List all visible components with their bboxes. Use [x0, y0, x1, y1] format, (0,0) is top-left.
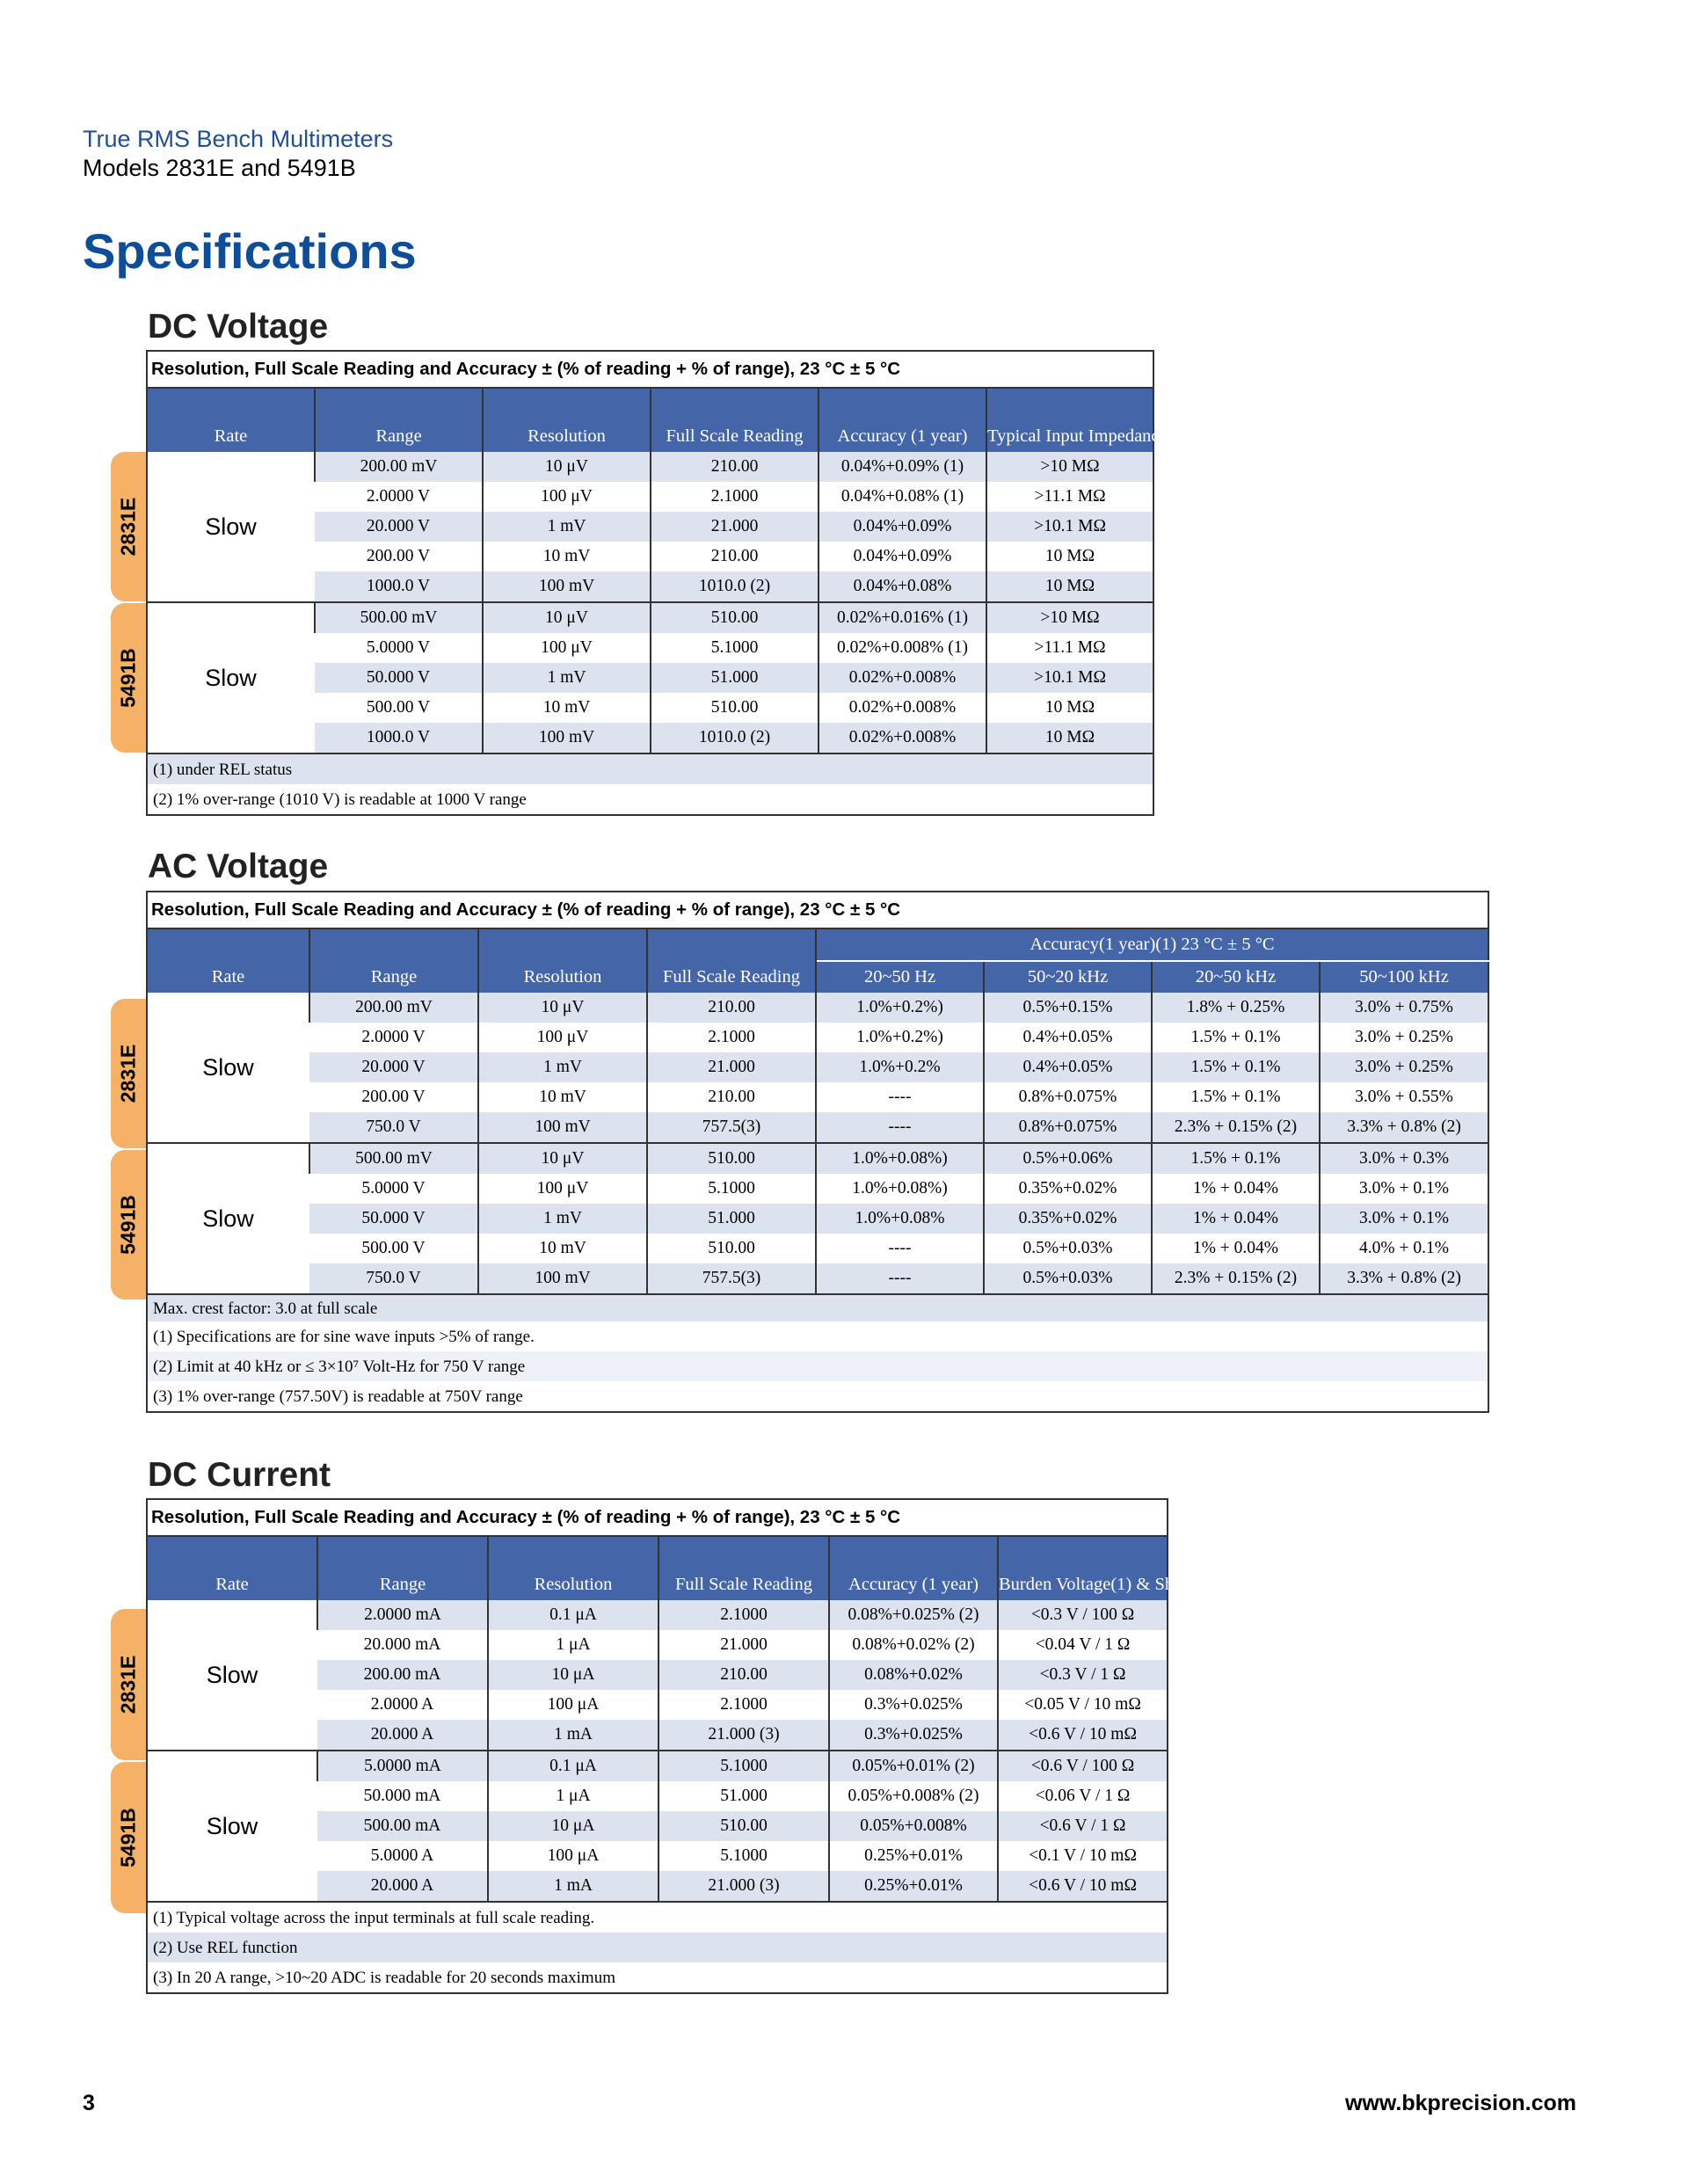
table-cell: 0.1 μA [488, 1751, 658, 1781]
table-cell: 0.35%+0.02% [984, 1204, 1152, 1234]
table-cell: 1% + 0.04% [1152, 1204, 1320, 1234]
table-cell: 1 μA [488, 1781, 658, 1811]
table-cell: 0.25%+0.01% [829, 1841, 998, 1871]
table-cell: >10.1 MΩ [986, 663, 1153, 693]
table-cell: 5.0000 mA [317, 1751, 488, 1781]
table-cell: 3.0% + 0.1% [1320, 1174, 1488, 1204]
rate-cell: Slow [147, 452, 315, 602]
table-cell: 200.00 V [366, 547, 431, 566]
table-cell: 10 MΩ [986, 723, 1153, 753]
table-cell: >10 MΩ [986, 602, 1153, 633]
table-row [147, 1600, 1168, 1630]
table-cell: 0.05%+0.008% [829, 1811, 998, 1841]
column-header: Resolution [488, 1536, 658, 1600]
table-cell: 100 μV [478, 1174, 647, 1204]
table-cell: 757.5(3) [647, 1112, 816, 1143]
table-cell: 3.0% + 0.55% [1320, 1082, 1488, 1112]
table-cell: <0.3 V / 100 Ω [998, 1600, 1168, 1630]
column-header: Full Scale Reading [658, 1536, 829, 1600]
table-cell: 51.000 [658, 1781, 829, 1811]
table-cell: <0.1 V / 10 mΩ [998, 1841, 1168, 1871]
table-cell: 50.000 V [315, 663, 483, 693]
table-cell: 1.8% + 0.25% [1152, 993, 1320, 1023]
table-cell: 0.02%+0.016% (1) [819, 602, 986, 633]
table-cell: 210.00 [658, 1660, 829, 1690]
table-cell: 10 mV [483, 693, 651, 723]
table-caption: Resolution, Full Scale Reading and Accuracy ± (% of reading + % of range), 23 °C ± 5 °C [147, 1499, 1168, 1536]
table-cell: 10 μV [483, 452, 651, 482]
dc-current-table [146, 1498, 1261, 1994]
table-cell: 2.0000 V [361, 1028, 426, 1047]
column-header: 50~20 kHz [984, 961, 1152, 993]
table-cell: 10 μV [483, 602, 651, 633]
table-cell: 10 μV [478, 1143, 647, 1174]
rate-cell: Slow [147, 602, 315, 753]
table-cell: 0.04%+0.09% (1) [819, 452, 986, 482]
table-cell: 100 μV [478, 1023, 647, 1052]
table-cell: 10 MΩ [986, 693, 1153, 723]
table-cell: 0.8%+0.075% [984, 1112, 1152, 1143]
table-cell: 0.5%+0.15% [984, 993, 1152, 1023]
table-row [147, 993, 1488, 1023]
column-header: Typical Input Impedance [986, 388, 1153, 452]
table-cell: 510.00 [651, 693, 819, 723]
table-cell: 0.08%+0.025% (2) [829, 1600, 998, 1630]
footnote: (2) Use REL function [147, 1933, 1168, 1962]
table-cell: 100 μA [488, 1690, 658, 1720]
table-cell: <0.6 V / 10 mΩ [998, 1871, 1168, 1902]
table-cell: 1.0%+0.2%) [816, 993, 984, 1023]
table-cell: >11.1 MΩ [986, 482, 1153, 512]
page-number: 3 [83, 2091, 95, 2115]
footnote: (2) Limit at 40 kHz or ≤ 3×10⁷ Volt-Hz for 750 V range [147, 1351, 1488, 1381]
table-cell: 1.0%+0.2% [816, 1052, 984, 1082]
rate-cell: Slow [147, 993, 309, 1143]
table-cell: 1000.0 V [315, 723, 483, 753]
table-cell: 10 mV [478, 1234, 647, 1263]
table-cell: 1 mV [478, 1052, 647, 1082]
table-cell: 5.0000 A [370, 1846, 434, 1866]
table-cell: 500.00 mV [315, 602, 483, 633]
table-cell: 100 μV [483, 633, 651, 663]
table-row [147, 1143, 1488, 1174]
table-cell: 1 mV [483, 512, 651, 542]
table-cell: 210.00 [651, 452, 819, 482]
table-cell: 2.0000 mA [317, 1600, 488, 1630]
rate-cell: Slow [147, 1751, 317, 1902]
table-cell: 2.1000 [651, 482, 819, 512]
table-cell: 20.000 V [315, 512, 483, 542]
table-cell: 21.000 [658, 1630, 829, 1660]
table-cell: 0.35%+0.02% [984, 1174, 1152, 1204]
column-header: Full Scale Reading [651, 388, 819, 452]
column-header: Range [317, 1536, 488, 1600]
table-cell: 0.04%+0.09% [819, 512, 986, 542]
table-cell: 1010.0 (2) [651, 571, 819, 602]
table-cell: 1 μA [488, 1630, 658, 1660]
table-cell: ---- [816, 1263, 984, 1294]
table-row [147, 602, 1153, 633]
table-cell: 0.5%+0.03% [984, 1263, 1152, 1294]
table-row [147, 1263, 1488, 1294]
table-cell: 0.3%+0.025% [829, 1720, 998, 1751]
table-cell: 100 mV [483, 723, 651, 753]
table-cell: 0.5%+0.03% [984, 1234, 1152, 1263]
column-header: Range [309, 928, 478, 993]
table-cell: 0.08%+0.02% [829, 1660, 998, 1690]
table-cell: 0.04%+0.08% [819, 571, 986, 602]
rate-cell: Slow [147, 1143, 309, 1294]
table-cell: 20.000 A [317, 1720, 488, 1751]
table-cell: 5.1000 [651, 633, 819, 663]
column-header: Resolution [483, 388, 651, 452]
table-row [147, 1052, 1488, 1082]
column-header: Rate [147, 928, 309, 993]
table-cell: <0.04 V / 1 Ω [998, 1630, 1168, 1660]
table-cell: 4.0% + 0.1% [1320, 1234, 1488, 1263]
table-cell: 1 mV [478, 1204, 647, 1234]
ac-voltage-heading: AC Voltage [148, 848, 329, 885]
table-cell: 3.0% + 0.25% [1320, 1052, 1488, 1082]
table-cell: 210.00 [647, 1082, 816, 1112]
table-cell: 10 μA [488, 1811, 658, 1841]
table-cell: 1 mA [488, 1720, 658, 1751]
table-cell: 200.00 V [361, 1088, 426, 1107]
table-cell: 20.000 V [309, 1052, 478, 1082]
table-cell: 10 MΩ [986, 542, 1153, 571]
table-cell: 500.00 mA [317, 1811, 488, 1841]
table-cell: 1 mA [488, 1871, 658, 1902]
column-header: Burden Voltage(1) & Shunt Resistor [998, 1536, 1168, 1600]
table-cell: ---- [816, 1112, 984, 1143]
table-caption: Resolution, Full Scale Reading and Accuracy ± (% of reading + % of range), 23 °C ± 5 °C [147, 351, 1153, 388]
table-cell: 0.4%+0.05% [984, 1023, 1152, 1052]
table-cell: 0.04%+0.08% (1) [819, 482, 986, 512]
table-cell: 2.3% + 0.15% (2) [1152, 1263, 1320, 1294]
table-cell: 0.08%+0.02% (2) [829, 1630, 998, 1660]
table-cell: 0.05%+0.01% (2) [829, 1751, 998, 1781]
table-cell: 0.8%+0.075% [984, 1082, 1152, 1112]
table-cell: 5.1000 [658, 1841, 829, 1871]
table-cell: 10 mV [483, 542, 651, 571]
model-tab-2831e: 2831E [111, 452, 146, 601]
dc-current-heading: DC Current [148, 1456, 331, 1494]
table-cell: 10 MΩ [986, 571, 1153, 602]
table-cell: >11.1 MΩ [986, 633, 1153, 663]
table-cell: 1.0%+0.08% [816, 1204, 984, 1234]
table-cell: 21.000 (3) [658, 1720, 829, 1751]
table-caption: Resolution, Full Scale Reading and Accuracy ± (% of reading + % of range), 23 °C ± 5 °C [147, 892, 1488, 928]
model-tab-2831e: 2831E [111, 1609, 146, 1760]
accuracy-header: Accuracy(1 year)(1) 23 °C ± 5 °C [816, 928, 1488, 961]
table-cell: 1000.0 V [315, 571, 483, 602]
table-cell: 210.00 [647, 993, 816, 1023]
table-cell: 50.000 mA [363, 1787, 441, 1806]
table-cell: 1 mV [483, 663, 651, 693]
table-cell: 750.0 V [309, 1263, 478, 1294]
column-header: Accuracy (1 year) [829, 1536, 998, 1600]
table-cell: 2.1000 [658, 1600, 829, 1630]
table-cell: 3.3% + 0.8% (2) [1320, 1263, 1488, 1294]
table-cell: 2.1000 [647, 1023, 816, 1052]
header-series: True RMS Bench Multimeters [83, 126, 394, 152]
table-cell: 3.3% + 0.8% (2) [1320, 1112, 1488, 1143]
table-cell: 1.0%+0.08%) [816, 1174, 984, 1204]
table-cell: <0.6 V / 1 Ω [998, 1811, 1168, 1841]
table-cell: 757.5(3) [647, 1263, 816, 1294]
table-cell: 3.0% + 0.1% [1320, 1204, 1488, 1234]
table-cell: 0.5%+0.06% [984, 1143, 1152, 1174]
column-header: Accuracy (1 year) [819, 388, 986, 452]
table-row [147, 1112, 1488, 1143]
model-tab-2831e: 2831E [111, 999, 146, 1148]
table-cell: 0.05%+0.008% (2) [829, 1781, 998, 1811]
table-cell: 10 mV [478, 1082, 647, 1112]
table-cell: 100 mV [483, 571, 651, 602]
table-cell: 1% + 0.04% [1152, 1174, 1320, 1204]
table-row [147, 1174, 1488, 1204]
page-title: Specifications [83, 223, 417, 279]
table-cell: 200.00 mV [309, 993, 478, 1023]
table-cell: 100 μV [483, 482, 651, 512]
table-cell: <0.6 V / 10 mΩ [998, 1720, 1168, 1751]
table-cell: <0.05 V / 10 mΩ [998, 1690, 1168, 1720]
table-cell: 500.00 mV [309, 1143, 478, 1174]
table-cell: 2.1000 [658, 1690, 829, 1720]
column-header: Rate [147, 388, 315, 452]
table-row [147, 1751, 1168, 1781]
table-cell: 100 mV [478, 1263, 647, 1294]
table-cell: >10.1 MΩ [986, 512, 1153, 542]
table-cell: 21.000 [651, 512, 819, 542]
table-cell: 2.3% + 0.15% (2) [1152, 1112, 1320, 1143]
table-cell: 100 mV [478, 1112, 647, 1143]
table-cell: 20.000 mA [363, 1635, 441, 1655]
table-cell: 1.5% + 0.1% [1152, 1143, 1320, 1174]
table-cell: <0.06 V / 1 Ω [998, 1781, 1168, 1811]
footnote: Max. crest factor: 3.0 at full scale [147, 1294, 1488, 1321]
table-row [147, 1204, 1488, 1234]
column-header: Resolution [478, 928, 647, 993]
table-cell: 3.0% + 0.75% [1320, 993, 1488, 1023]
table-cell: 3.0% + 0.25% [1320, 1023, 1488, 1052]
rate-cell: Slow [147, 1600, 317, 1751]
table-cell: 50.000 V [309, 1204, 478, 1234]
table-cell: 510.00 [647, 1234, 816, 1263]
column-header: Full Scale Reading [647, 928, 816, 993]
table-cell: 0.02%+0.008% [819, 693, 986, 723]
table-cell: ---- [816, 1082, 984, 1112]
dc-voltage-table [146, 350, 1168, 816]
table-cell: <0.6 V / 100 Ω [998, 1751, 1168, 1781]
model-tab-5491b: 5491B [111, 1762, 146, 1913]
footnote: (1) Typical voltage across the input terminals at full scale reading. [147, 1902, 1168, 1933]
table-cell: 10 μV [478, 993, 647, 1023]
table-cell: 2.0000 A [370, 1695, 434, 1714]
column-header: Range [315, 388, 483, 452]
table-cell: >10 MΩ [986, 452, 1153, 482]
table-cell: 500.00 V [361, 1239, 426, 1258]
table-cell: ---- [816, 1234, 984, 1263]
table-cell: 750.0 V [309, 1112, 478, 1143]
column-header: 20~50 Hz [816, 961, 984, 993]
table-cell: 510.00 [647, 1143, 816, 1174]
table-cell: 510.00 [651, 602, 819, 633]
table-cell: 0.02%+0.008% [819, 663, 986, 693]
footer-url[interactable]: www.bkprecision.com [1344, 2091, 1576, 2115]
table-cell: 200.00 mA [317, 1660, 488, 1690]
table-cell: 5.0000 V [361, 1179, 426, 1198]
table-cell: 5.1000 [658, 1751, 829, 1781]
table-cell: 3.0% + 0.3% [1320, 1143, 1488, 1174]
column-header: Rate [147, 1536, 317, 1600]
table-cell: 0.25%+0.01% [829, 1871, 998, 1902]
table-cell: 0.02%+0.008% (1) [819, 633, 986, 663]
table-cell: 51.000 [651, 663, 819, 693]
table-cell: 0.1 μA [488, 1600, 658, 1630]
table-cell: 20.000 A [317, 1871, 488, 1902]
table-cell: 500.00 V [366, 698, 431, 717]
dc-voltage-heading: DC Voltage [148, 308, 329, 346]
table-cell: 200.00 mV [315, 452, 483, 482]
table-row [147, 1023, 1488, 1052]
model-tab-5491b: 5491B [111, 1150, 146, 1299]
ac-voltage-table [146, 891, 1489, 1413]
table-row [147, 1082, 1488, 1112]
table-cell: 1.5% + 0.1% [1152, 1082, 1320, 1112]
table-cell: 5.1000 [647, 1174, 816, 1204]
table-cell: 1.5% + 0.1% [1152, 1023, 1320, 1052]
table-cell: 5.0000 V [366, 638, 431, 658]
column-header: 50~100 kHz [1320, 961, 1488, 993]
table-cell: 10 μA [488, 1660, 658, 1690]
column-header: 20~50 kHz [1152, 961, 1320, 993]
table-cell: 1.0%+0.2%) [816, 1023, 984, 1052]
table-cell: 2.0000 V [366, 487, 431, 506]
footnote: (3) In 20 A range, >10~20 ADC is readable for 20 seconds maximum [153, 1968, 615, 1987]
table-row [147, 1234, 1488, 1263]
table-cell: 1010.0 (2) [651, 723, 819, 753]
table-cell: 21.000 (3) [658, 1871, 829, 1902]
table-cell: 510.00 [658, 1811, 829, 1841]
footnote: (3) 1% over-range (757.50V) is readable at 750V range [153, 1387, 523, 1406]
table-cell: 51.000 [647, 1204, 816, 1234]
footnote: (1) Specifications are for sine wave inputs >5% of range. [153, 1327, 535, 1346]
footnote: (1) under REL status [147, 753, 1153, 784]
table-cell: 1.5% + 0.1% [1152, 1052, 1320, 1082]
table-cell: 21.000 [647, 1052, 816, 1082]
table-cell: 100 μA [488, 1841, 658, 1871]
header-models: Models 2831E and 5491B [83, 155, 356, 181]
footnote: (2) 1% over-range (1010 V) is readable at 1000 V range [153, 790, 527, 809]
model-tab-5491b: 5491B [111, 603, 146, 753]
table-cell: <0.3 V / 1 Ω [998, 1660, 1168, 1690]
table-cell: 1% + 0.04% [1152, 1234, 1320, 1263]
table-cell: 0.3%+0.025% [829, 1690, 998, 1720]
table-cell: 1.0%+0.08%) [816, 1143, 984, 1174]
table-cell: 0.04%+0.09% [819, 542, 986, 571]
table-cell: 0.4%+0.05% [984, 1052, 1152, 1082]
table-row [147, 452, 1153, 482]
table-cell: 210.00 [651, 542, 819, 571]
table-cell: 0.02%+0.008% [819, 723, 986, 753]
